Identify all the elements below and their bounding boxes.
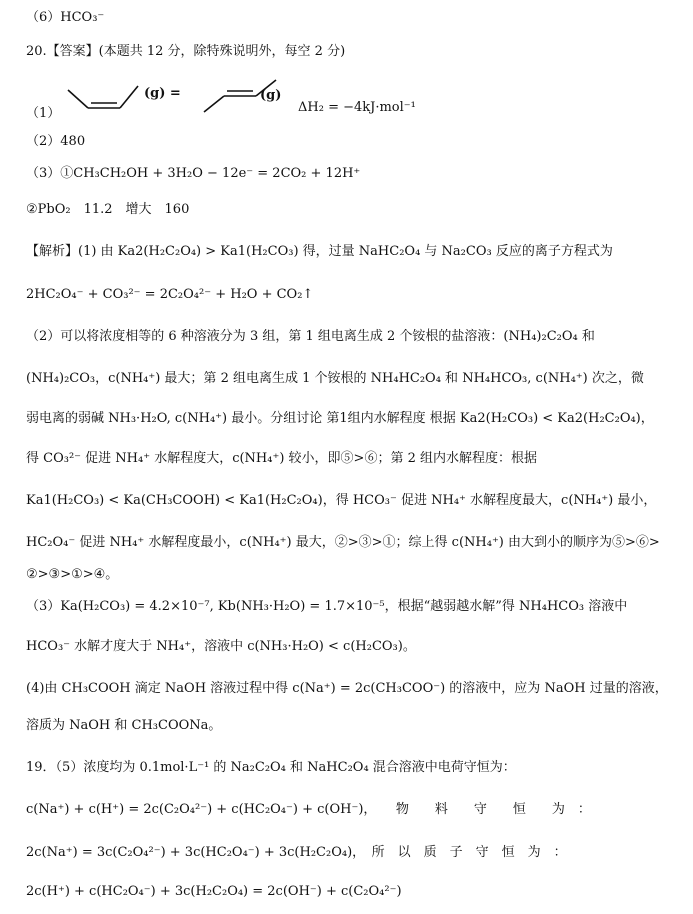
charge-balance: c(Na⁺) + c(H⁺) = 2c(C₂O₄²⁻) + c(HC₂O₄⁻) + c(OH⁻)， 物 料 守 恒 为 ：	[26, 802, 591, 817]
ionic-equation: 2HC₂O₄⁻ + CO₃²⁻ = 2C₂O₄²⁻ + H₂O + CO₂↑	[26, 287, 314, 302]
analysis-2-line-7: ②>③>①>④。	[26, 567, 119, 582]
sub-item-1: （1）	[26, 106, 61, 121]
gas-label-reactant: (g) =	[144, 86, 181, 101]
answer-3-1: （3）①CH₃CH₂OH + 3H₂O − 12e⁻ = 2CO₂ + 12H⁺	[26, 166, 361, 181]
enthalpy-change: ΔH₂ = −4kJ·mol⁻¹	[298, 100, 416, 115]
analysis-19-5-line-1: 19．（5）浓度均为 0.1mol·L⁻¹ 的 Na₂C₂O₄ 和 NaHC₂O₄ 混合溶液中电荷守恒为：	[26, 760, 516, 775]
material-balance: 2c(Na⁺) = 3c(C₂O₄²⁻) + 3c(HC₂O₄⁻) + 3c(H₂C₂O₄)， 所 以 质 子 守 恒 为 ：	[26, 845, 567, 860]
analysis-1: 【解析】(1) 由 Ka2(H₂C₂O₄) > Ka1(H₂CO₃) 得，过量 NaHC₂O₄ 与 Na₂CO₃ 反应的离子方程式为	[26, 244, 613, 259]
analysis-2-line-6: HC₂O₄⁻ 促进 NH₄⁺ 水解程度最小，c(NH₄⁺) 最大，②>③>①；综上得 c(NH₄⁺) 由大到小的顺序为⑤>⑥>	[26, 535, 660, 550]
gas-label-product: (g)	[260, 88, 282, 103]
analysis-4-line-2: 溶质为 NaOH 和 CH₃COONa。	[26, 718, 222, 733]
analysis-2-line-2: (NH₄)₂CO₃，c(NH₄⁺) 最大；第 2 组电离生成 1 个铵根的 NH₄HC₂O₄ 和 NH₄HCO₃, c(NH₄⁺) 次之，微	[26, 371, 644, 386]
reaction-equation	[26, 72, 446, 122]
answer-3-2: ②PbO₂ 11.2 增大 160	[26, 202, 190, 217]
answer-20-header: 20.【答案】(本题共 12 分，除特殊说明外，每空 2 分)	[26, 44, 346, 59]
answer-2: （2）480	[26, 134, 86, 149]
line-6-hco3: （6）HCO₃⁻	[26, 10, 105, 25]
analysis-3-line-1: （3）Ka(H₂CO₃) = 4.2×10⁻⁷, Kb(NH₃·H₂O) = 1.7×10⁻⁵，根据“越弱越水解”得 NH₄HCO₃ 溶液中	[26, 599, 628, 614]
analysis-3-line-2: HCO₃⁻ 水解才度大于 NH₄⁺，溶液中 c(NH₃·H₂O) < c(H₂CO₃)。	[26, 639, 416, 654]
proton-balance: 2c(H⁺) + c(HC₂O₄⁻) + 3c(H₂C₂O₄) = 2c(OH⁻) + c(C₂O₄²⁻)	[26, 884, 402, 899]
analysis-4-line-1: (4)由 CH₃COOH 滴定 NaOH 溶液过程中得 c(Na⁺) = 2c(CH₃COO⁻) 的溶液中，应为 NaOH 过量的溶液，	[26, 681, 668, 696]
analysis-2-line-3: 弱电离的弱碱 NH₃·H₂O, c(NH₄⁺) 最小。分组讨论 第1组内水解程度 根据 Ka2(H₂CO₃) < Ka2(H₂C₂O₄)，	[26, 411, 654, 426]
analysis-2-line-4: 得 CO₃²⁻ 促进 NH₄⁺ 水解程度大，c(NH₄⁺) 较小，即⑤>⑥；第 2 组内水解程度：根据	[26, 451, 537, 466]
analysis-2-line-1: （2）可以将浓度相等的 6 种溶液分为 3 组，第 1 组电离生成 2 个铵根的盐溶液：(NH₄)₂C₂O₄ 和	[26, 329, 595, 344]
analysis-2-line-5: Ka1(H₂CO₃) < Ka(CH₃COOH) < Ka1(H₂C₂O₄)，得 HCO₃⁻ 促进 NH₄⁺ 水解程度最大，c(NH₄⁺) 最小，	[26, 493, 657, 508]
